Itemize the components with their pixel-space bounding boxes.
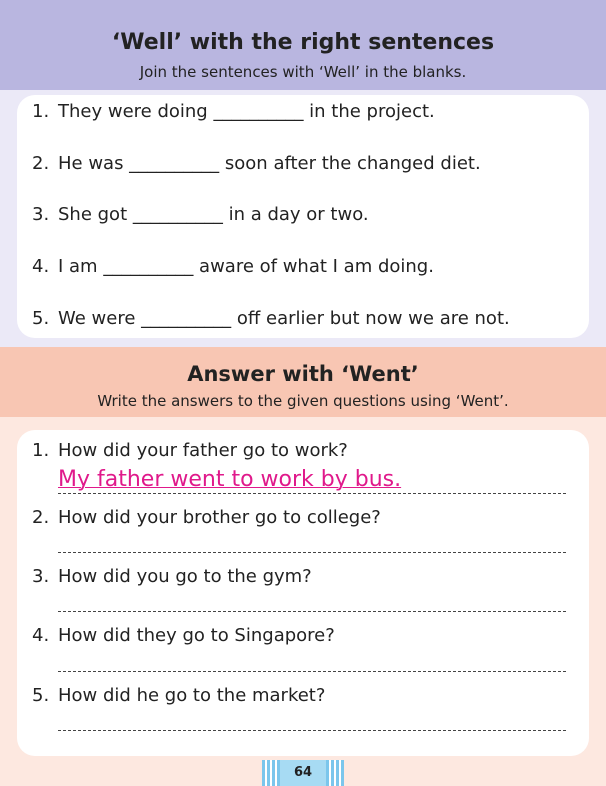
sentence-text: We were __________ off earlier but now we are not.: [58, 308, 510, 329]
answer-line-3[interactable]: [58, 611, 566, 612]
stripe-decoration-left: [262, 760, 280, 786]
item-number: 2.: [32, 507, 50, 528]
sentence-text: They were doing __________ in the project.: [58, 101, 435, 122]
exercise2-question-4: [32, 625, 335, 646]
section2-instruction: Write the answers to the given questions using ‘Went’.: [97, 392, 509, 410]
stripe-decoration-right: [326, 760, 344, 786]
sentence-text: I am __________ aware of what I am doing.: [58, 256, 434, 277]
item-number: 2.: [32, 153, 50, 174]
item-number: 5.: [32, 685, 50, 706]
question-text: How did they go to Singapore?: [58, 625, 335, 646]
exercise1-item-4: [32, 256, 434, 277]
question-text: How did you go to the gym?: [58, 566, 312, 587]
answer-line-1[interactable]: [58, 493, 566, 494]
exercise2-question-1: [32, 440, 348, 461]
section2-title: Answer with ‘Went’: [187, 362, 419, 386]
sentence-text: He was __________ soon after the changed diet.: [58, 153, 481, 174]
exercise1-item-2: [32, 153, 481, 174]
item-number: 5.: [32, 308, 50, 329]
item-number: 3.: [32, 204, 50, 225]
item-number: 1.: [32, 440, 50, 461]
exercise1-item-1: [32, 101, 435, 122]
exercise1-item-3: [32, 204, 369, 225]
section1-instruction: Join the sentences with ‘Well’ in the blanks.: [139, 63, 467, 81]
exercise1-item-5: [32, 308, 510, 329]
sentence-text: She got __________ in a day or two.: [58, 204, 369, 225]
exercise2-question-2: [32, 507, 381, 528]
exercise2-question-3: [32, 566, 312, 587]
item-number: 3.: [32, 566, 50, 587]
answer-text-1: My father went to work by bus.: [58, 467, 402, 492]
question-text: How did your father go to work?: [58, 440, 348, 461]
answer-line-5[interactable]: [58, 730, 566, 731]
exercise2-question-5: [32, 685, 325, 706]
question-text: How did your brother go to college?: [58, 507, 381, 528]
answer-line-4[interactable]: [58, 671, 566, 672]
question-text: How did he go to the market?: [58, 685, 326, 706]
page-number: 64: [280, 760, 326, 786]
item-number: 4.: [32, 625, 50, 646]
answer-line-2[interactable]: [58, 552, 566, 553]
section1-title: ‘Well’ with the right sentences: [111, 30, 495, 55]
item-number: 1.: [32, 101, 50, 122]
item-number: 4.: [32, 256, 50, 277]
page-number-tab: [262, 760, 344, 786]
